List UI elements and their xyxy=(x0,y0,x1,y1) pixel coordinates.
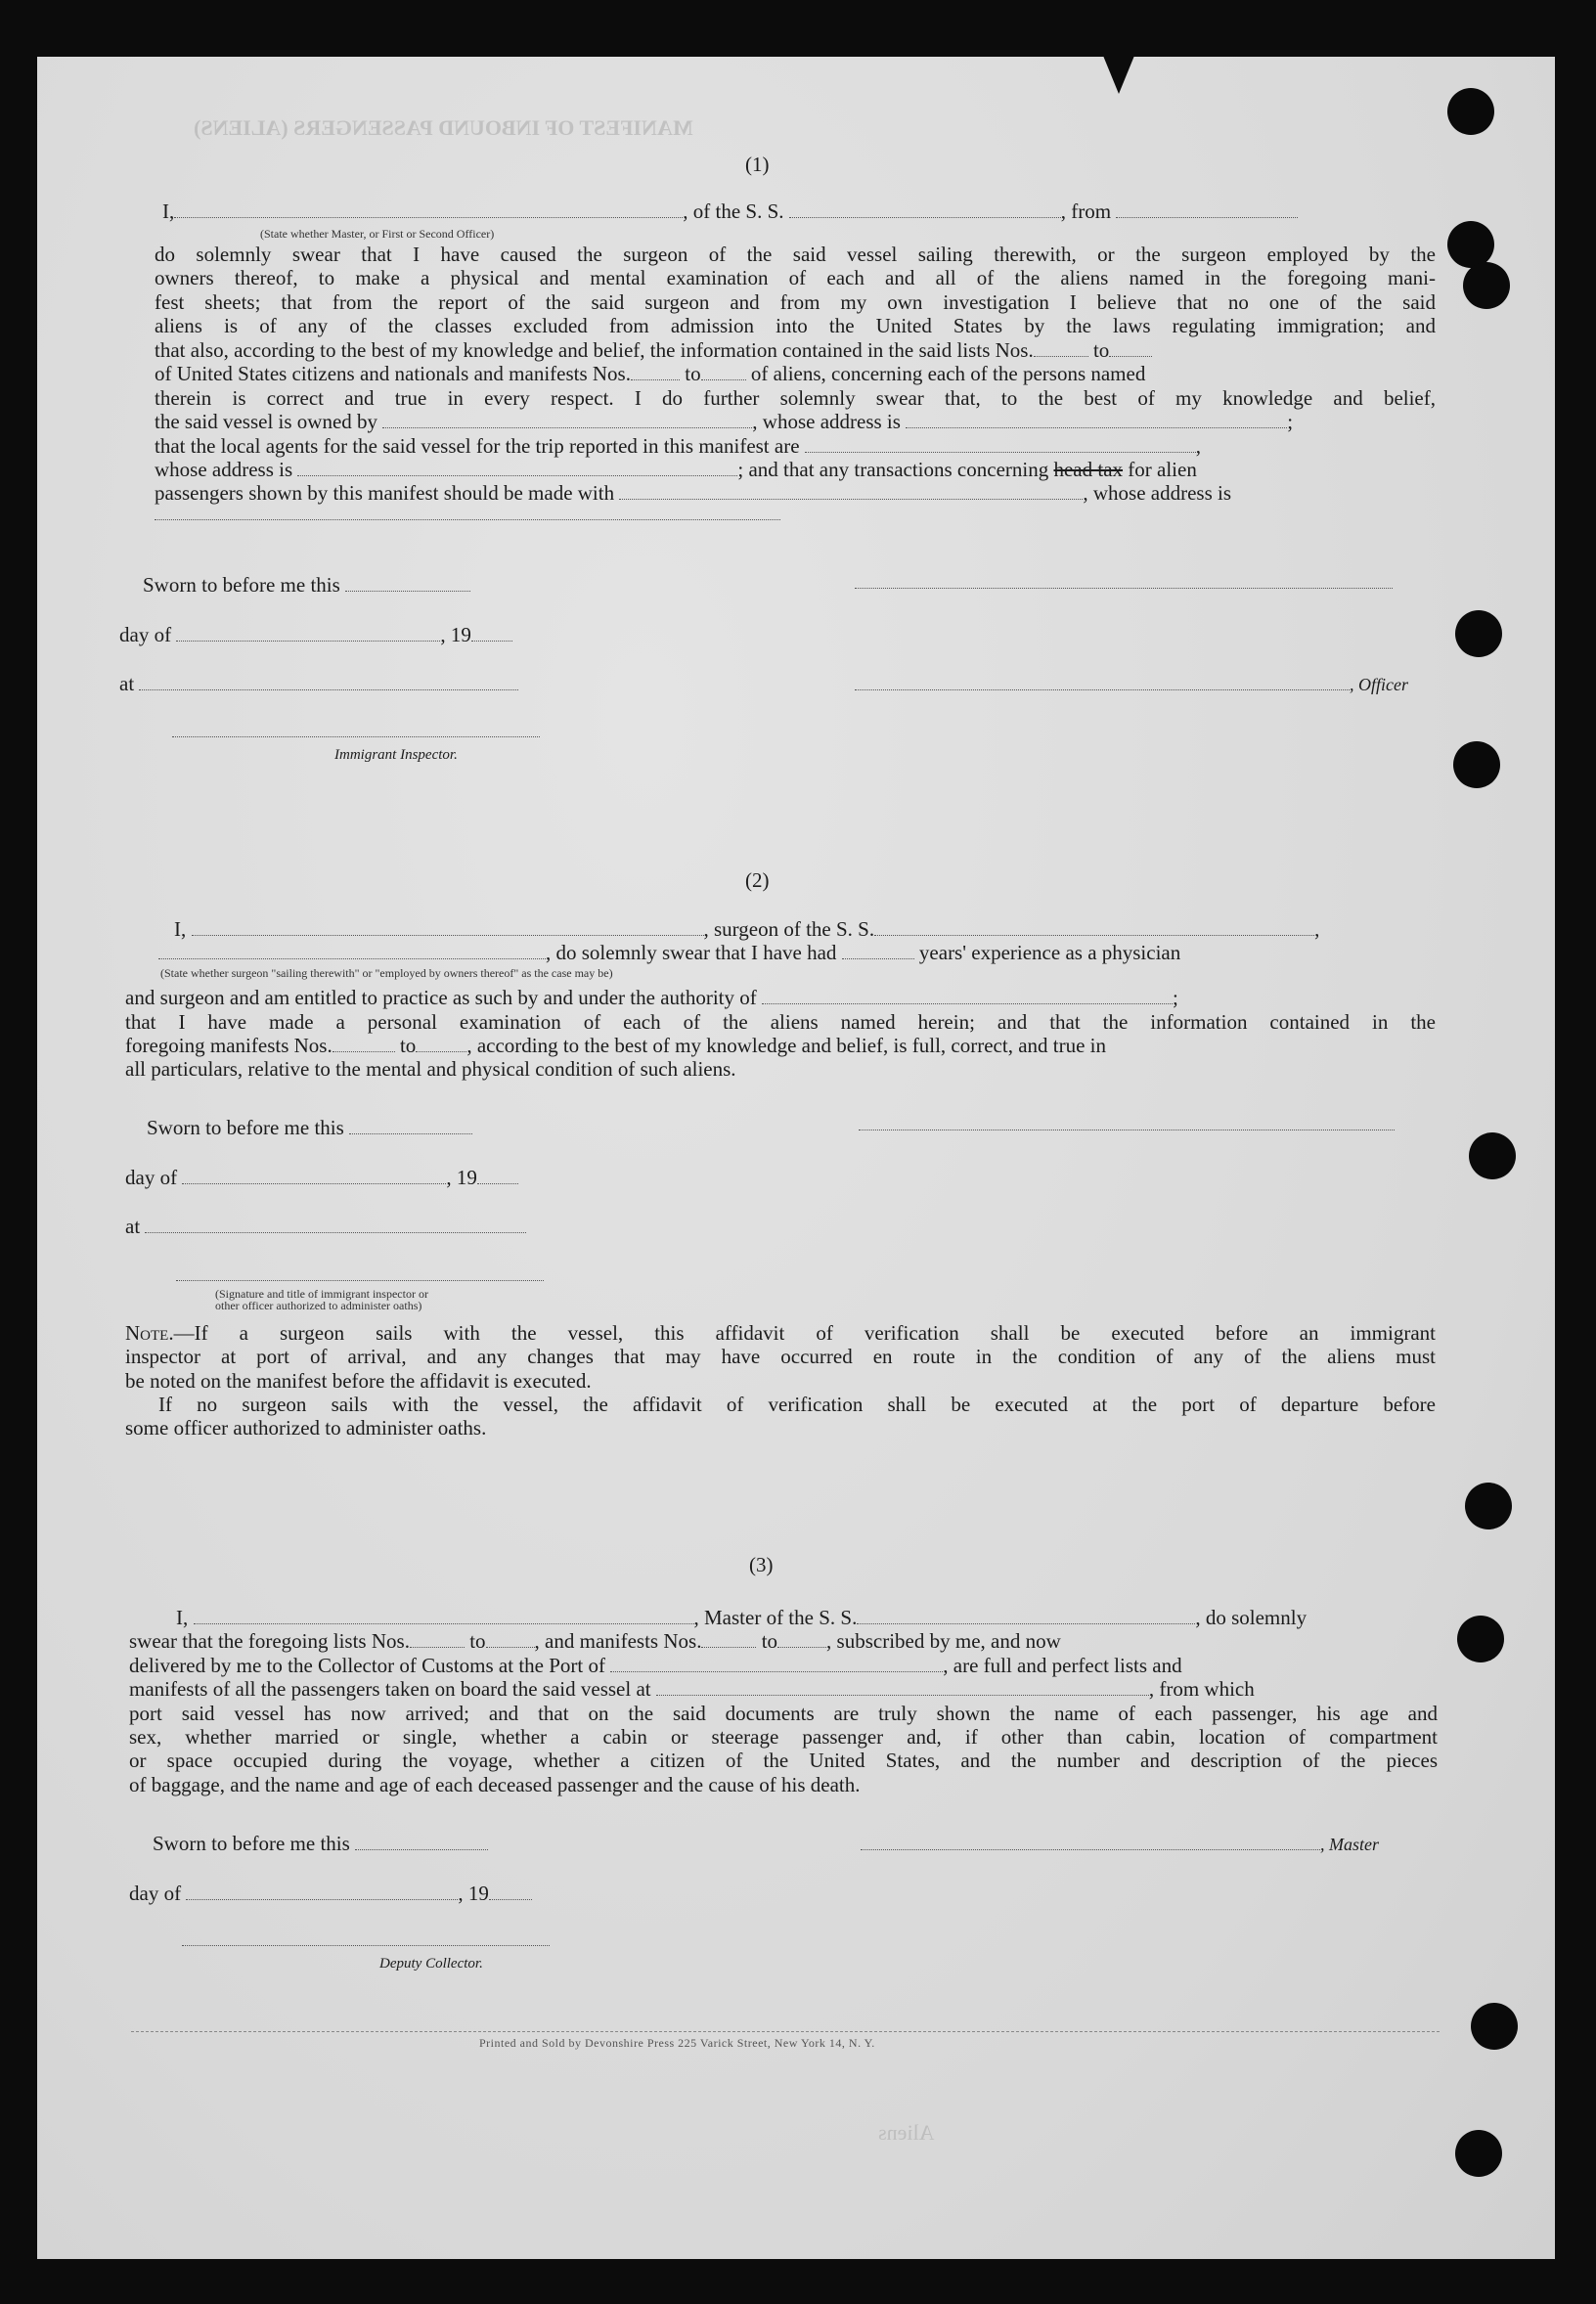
inspector-signature-field[interactable] xyxy=(176,1279,544,1281)
local-agents-field[interactable] xyxy=(805,434,1196,453)
section-2-text-line: all particulars, relative to the mental and physical condition of such aliens. xyxy=(125,1057,736,1081)
owner-field[interactable] xyxy=(382,410,752,428)
section-2-at-line: at xyxy=(125,1215,526,1238)
master-signature-field[interactable] xyxy=(861,1832,1320,1850)
binder-hole xyxy=(1447,221,1494,268)
section-3-text-line: sex, whether married or single, whether a cabin or steerage passenger and, if other than cabin, location of compartment xyxy=(129,1725,1438,1749)
binder-hole xyxy=(1465,1483,1512,1529)
day-of-field[interactable] xyxy=(186,1882,458,1900)
manifests-to-field[interactable] xyxy=(777,1629,826,1648)
bleed-through-header: MANIFEST OF INBOUND PASSENGERS (ALIENS) xyxy=(194,115,693,140)
years-field[interactable] xyxy=(842,941,914,959)
agents-address-field[interactable] xyxy=(297,458,737,476)
section-3-text-line: port said vessel has now arrived; and that on the said documents are truly shown the name of each passenger, his age and xyxy=(129,1702,1438,1725)
section-1-address-line: whose address is ; and that any transactions concerning head tax for alien xyxy=(155,458,1197,481)
section-1-number: (1) xyxy=(745,153,770,176)
section-1-text-line: therein is correct and true in every respect. I do further solemnly swear that, to the best of my knowledge and belief, xyxy=(155,386,1436,410)
manifests-from-field[interactable] xyxy=(701,1629,756,1648)
transactions-party-field[interactable] xyxy=(619,481,1083,500)
transactions-address-field[interactable] xyxy=(155,518,780,520)
section-1-agents-line: that the local agents for the said vessel for the trip reported in this manifest are , xyxy=(155,434,1202,458)
manifests-to-field[interactable] xyxy=(701,362,746,380)
section-3-master-signature: , Master xyxy=(861,1832,1379,1856)
note-text-line: inspector at port of arrival, and any changes that may have occurred en route in the condition of any of the aliens must xyxy=(125,1345,1436,1368)
master-vessel-field[interactable] xyxy=(857,1606,1195,1624)
immigrant-inspector-label: Immigrant Inspector. xyxy=(334,747,458,763)
section-2-surgeon-line: I, , surgeon of the S. S. , xyxy=(174,917,1320,941)
surgeon-status-field[interactable] xyxy=(158,941,546,959)
year-field[interactable] xyxy=(477,1166,518,1184)
printer-credit: Printed and Sold by Devonshire Press 225 Varick Street, New York 14, N. Y. xyxy=(479,2036,875,2050)
officer-title-field[interactable] xyxy=(855,672,1350,690)
binder-hole xyxy=(1453,741,1500,788)
owner-address-field[interactable] xyxy=(906,410,1287,428)
note-text-line: Note.—If a surgeon sails with the vessel, this affidavit of verification shall be executed before an immigrant xyxy=(125,1321,1436,1345)
master-name-field[interactable] xyxy=(194,1606,694,1624)
note-text-line: be noted on the manifest before the affidavit is executed. xyxy=(125,1369,592,1393)
section-1-text-line: aliens is of any of the classes excluded from admission into the United States by the laws regulating immigration; and xyxy=(155,314,1436,337)
sworn-date-field[interactable] xyxy=(355,1832,488,1850)
master-name-field[interactable] xyxy=(174,199,683,218)
binder-hole xyxy=(1455,610,1502,657)
section-1-day-line: day of , 19 xyxy=(119,623,512,646)
section-2-foregoing-line: foregoing manifests Nos. to , according to the best of my knowledge and belief, is full, correct, and true in xyxy=(125,1034,1107,1057)
sworn-date-field[interactable] xyxy=(349,1116,472,1134)
deputy-collector-label: Deputy Collector. xyxy=(379,1956,483,1972)
section-1-text-line: do solemnly swear that I have caused the surgeon of the said vessel sailing therewith, or the surgeon employed by the xyxy=(155,243,1436,266)
section-3-delivered-line: delivered by me to the Collector of Customs at the Port of , are full and perfect lists and xyxy=(129,1654,1182,1677)
section-2-hint: (State whether surgeon "sailing therewith" or "employed by owners thereof" as the case may be) xyxy=(160,966,613,980)
deputy-collector-signature-field[interactable] xyxy=(182,1944,550,1946)
section-3-manifests-line: manifests of all the passengers taken on board the said vessel at , from which xyxy=(129,1677,1255,1701)
surgeon-name-field[interactable] xyxy=(192,917,704,936)
section-1-hint: (State whether Master, or First or Second Officer) xyxy=(260,227,495,241)
section-3-number: (3) xyxy=(749,1553,774,1576)
sworn-date-field[interactable] xyxy=(345,573,470,592)
section-3-text-line: of baggage, and the name and age of each deceased passenger and the cause of his death. xyxy=(129,1773,861,1796)
at-place-field[interactable] xyxy=(145,1215,526,1233)
foregoing-to-field[interactable] xyxy=(416,1034,466,1052)
lists-from-field[interactable] xyxy=(1034,338,1088,357)
port-field[interactable] xyxy=(610,1654,943,1672)
day-of-field[interactable] xyxy=(182,1166,446,1184)
surgeon-vessel-field[interactable] xyxy=(874,917,1314,936)
section-1-text-line: fest sheets; that from the report of the said surgeon and from my own investigation I believe that no one of the said xyxy=(155,290,1436,314)
section-2-authority-line: and surgeon and am entitled to practice as such by and under the authority of ; xyxy=(125,986,1178,1009)
section-2-day-line: day of , 19 xyxy=(125,1166,518,1189)
at-place-field[interactable] xyxy=(139,672,518,690)
surgeon-signature-field[interactable] xyxy=(859,1129,1395,1130)
binder-hole xyxy=(1471,2003,1518,2050)
binder-hole xyxy=(1457,1616,1504,1662)
section-3-day-line: day of , 19 xyxy=(129,1882,532,1905)
foregoing-from-field[interactable] xyxy=(332,1034,395,1052)
bleed-through-corner: Aliens xyxy=(878,2120,935,2145)
vessel-name-field[interactable] xyxy=(789,199,1061,218)
section-3-lists-line: swear that the foregoing lists Nos. to , and manifests Nos. to , subscribed by me, and now xyxy=(129,1629,1061,1653)
section-3-sworn-line: Sworn to before me this xyxy=(153,1832,488,1855)
footer-rule xyxy=(131,2030,1440,2032)
section-2-experience-line: , do solemnly swear that I have had years' experience as a physician xyxy=(158,941,1180,964)
binder-hole xyxy=(1463,262,1510,309)
lists-to-field[interactable] xyxy=(1109,338,1152,357)
year-field[interactable] xyxy=(471,623,512,642)
document-page xyxy=(37,57,1555,2259)
binder-hole xyxy=(1455,2130,1502,2177)
lists-from-field[interactable] xyxy=(410,1629,465,1648)
boarding-port-field[interactable] xyxy=(656,1677,1149,1696)
torn-notch xyxy=(1101,51,1136,94)
section-2-sworn-line: Sworn to before me this xyxy=(147,1116,472,1139)
section-1-citizens-line: of United States citizens and nationals and manifests Nos. to of aliens, concerning each of the persons named xyxy=(155,362,1146,385)
note-text-line: some officer authorized to administer oaths. xyxy=(125,1416,487,1440)
manifests-from-field[interactable] xyxy=(631,362,680,380)
lists-to-field[interactable] xyxy=(486,1629,535,1648)
signature-hint-2: other officer authorized to administer oaths) xyxy=(215,1299,422,1312)
officer-signature-field[interactable] xyxy=(855,587,1393,589)
inspector-signature-field[interactable] xyxy=(172,735,540,737)
from-port-field[interactable] xyxy=(1116,199,1298,218)
signature-hint-1: (Signature and title of immigrant inspector or xyxy=(215,1287,428,1301)
note-text-line: If no surgeon sails with the vessel, the affidavit of verification shall be executed at the port of departure before xyxy=(158,1393,1436,1416)
binder-hole xyxy=(1447,88,1494,135)
section-3-text-line: or space occupied during the voyage, whether a citizen of the United States, and the number and description of the pieces xyxy=(129,1749,1438,1772)
section-1-officer-line: , Officer xyxy=(855,672,1408,696)
section-3-master-line: I, , Master of the S. S. , do solemnly xyxy=(176,1606,1308,1629)
year-field[interactable] xyxy=(489,1882,532,1900)
binder-hole xyxy=(1469,1132,1516,1179)
section-1-sworn-line: Sworn to before me this xyxy=(143,573,470,597)
section-2-number: (2) xyxy=(745,868,770,892)
section-1-passengers-line: passengers shown by this manifest should be made with , whose address is xyxy=(155,481,1232,505)
section-1-lists-line: that also, according to the best of my knowledge and belief, the information contained in the said lists Nos. to xyxy=(155,338,1152,362)
section-1-text-line: owners thereof, to make a physical and mental examination of each and all of the aliens named in the foregoing mani- xyxy=(155,266,1436,289)
authority-field[interactable] xyxy=(762,986,1173,1004)
section-1-at-line: at xyxy=(119,672,518,695)
day-of-field[interactable] xyxy=(176,623,440,642)
section-1-oath-line: I, , of the S. S. , from xyxy=(162,199,1298,223)
section-1-owned-line: the said vessel is owned by , whose address is ; xyxy=(155,410,1294,433)
section-2-text-line: that I have made a personal examination of each of the aliens named herein; and that the information contained in the xyxy=(125,1010,1436,1034)
